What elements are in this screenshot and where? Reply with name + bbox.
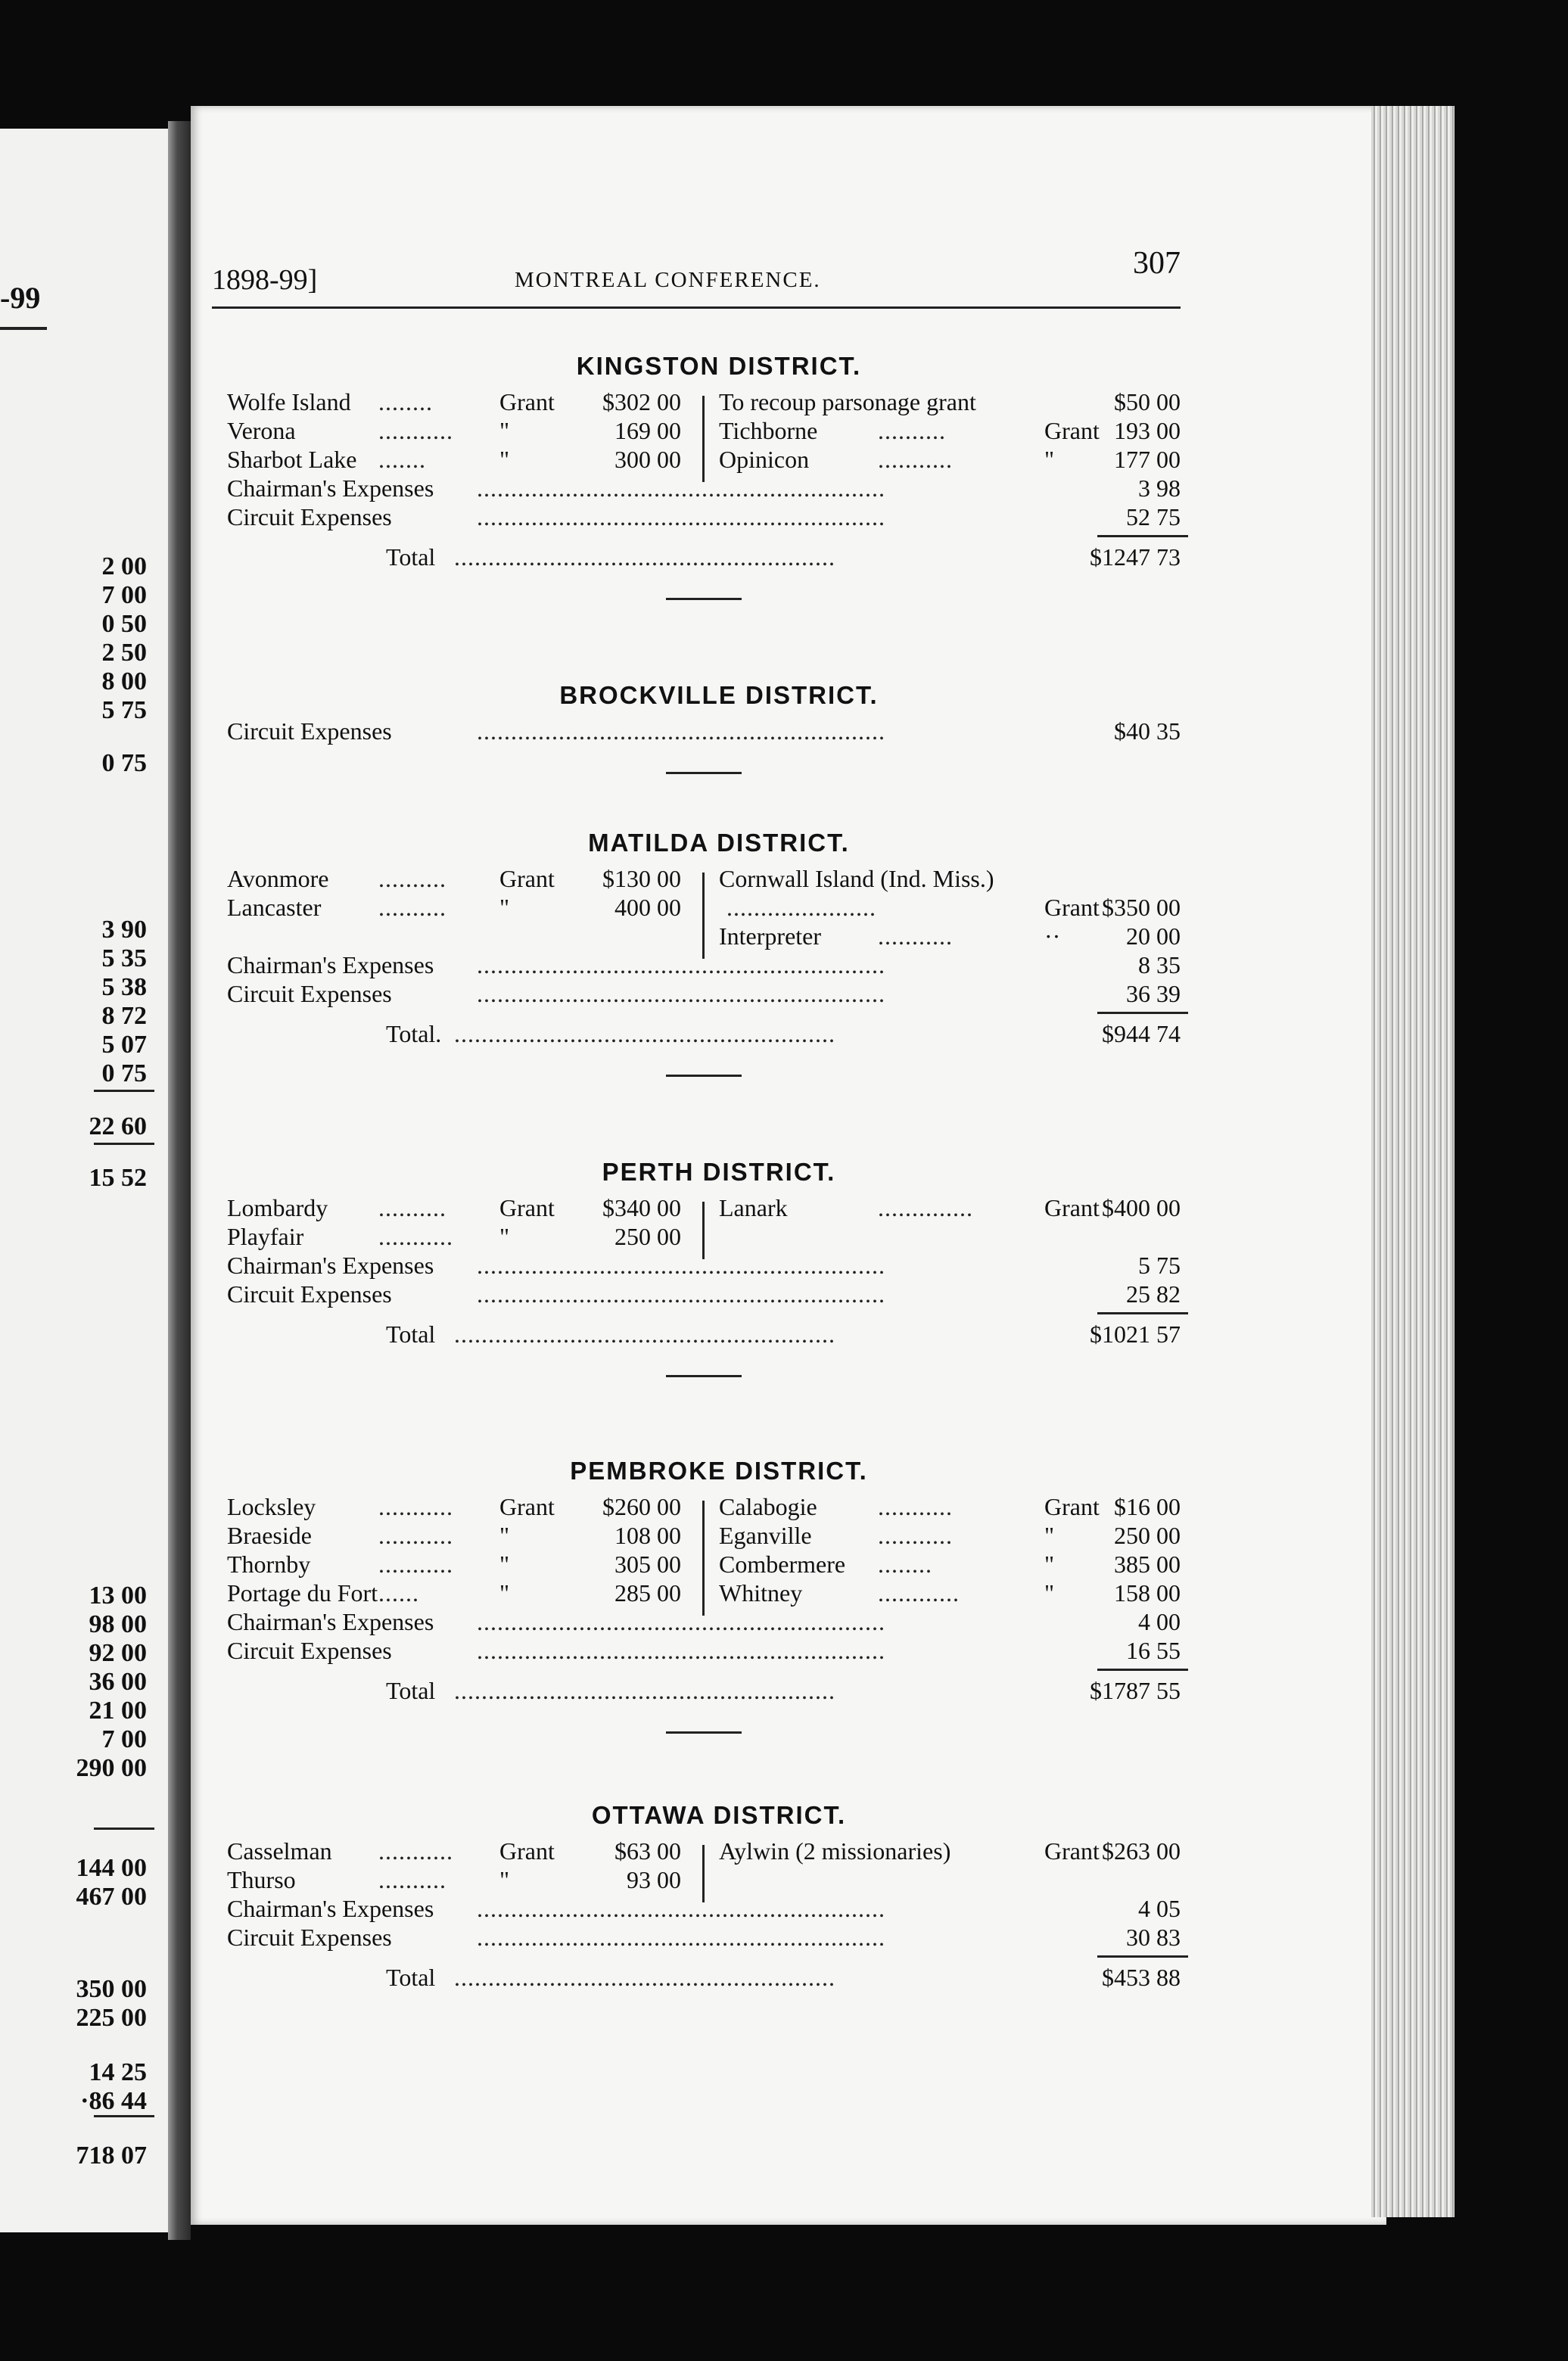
district-divider [666, 772, 742, 774]
grant-row [227, 1866, 1211, 1895]
previous-page-amount: 5 38 [101, 973, 147, 1001]
grant-amount: 385 00 [1114, 1551, 1181, 1578]
expense-row [227, 1924, 1211, 1952]
grant-amount: 158 00 [1114, 1579, 1181, 1607]
grant-amount: $302 00 [602, 388, 681, 415]
grant-name: Opinicon [719, 446, 810, 473]
previous-page-amount: 718 07 [76, 2142, 147, 2170]
page-edges [1371, 106, 1454, 2217]
district-title: PEMBROKE DISTRICT. [570, 1457, 868, 1485]
district-section [227, 681, 1211, 774]
expense-row [227, 951, 1211, 980]
leader-dots: ............................................................ [477, 1252, 885, 1279]
previous-page-amount: 22 60 [89, 1112, 147, 1140]
grant-kind: Grant [499, 1837, 555, 1865]
leader-dots: ............................................................ [477, 717, 885, 745]
leader-dots: ............................................................ [477, 1895, 885, 1922]
leader-dots: .......... [378, 894, 446, 921]
total-amount: $1021 57 [1090, 1320, 1181, 1348]
district-divider [666, 598, 742, 600]
expense-amount: 3 98 [1138, 474, 1181, 502]
expense-amount: 16 55 [1126, 1637, 1181, 1664]
previous-page-amount: 467 00 [76, 1883, 147, 1911]
previous-page-amount: ·86 44 [80, 2087, 147, 2115]
previous-page-fragment [0, 129, 173, 2232]
grant-row [227, 1493, 1211, 1522]
leader-dots: ...................... [726, 894, 876, 921]
grant-amount: 285 00 [614, 1579, 681, 1607]
sum-rule [1097, 535, 1188, 537]
grant-name: Eganville [719, 1522, 812, 1549]
expense-amount: $40 35 [1114, 717, 1181, 745]
district-divider [666, 1731, 742, 1734]
expense-row [227, 717, 1211, 746]
grant-kind: " [499, 1522, 510, 1549]
total-row [227, 1677, 1211, 1706]
expense-name: Circuit Expenses [227, 503, 392, 530]
sum-rule [1097, 1955, 1188, 1958]
grant-row [227, 1551, 1211, 1579]
grant-kind: " [1044, 446, 1055, 473]
header-title: MONTREAL CONFERENCE. [515, 268, 821, 292]
leader-dots: ........................................................ [454, 543, 835, 571]
previous-page-amount: 98 00 [89, 1610, 147, 1638]
expense-row [227, 474, 1211, 503]
grant-kind: " [1044, 1522, 1055, 1549]
previous-page-amount: 0 75 [101, 1059, 147, 1087]
grant-name: Calabogie [719, 1493, 817, 1520]
leader-dots: ............................................................ [477, 1637, 885, 1664]
district-divider [666, 1375, 742, 1377]
leader-dots: ............................................................ [477, 980, 885, 1007]
expense-amount: 25 82 [1126, 1280, 1181, 1308]
grant-name: Sharbot Lake [227, 446, 357, 473]
grant-row [227, 1522, 1211, 1551]
leader-dots: ............ [878, 1579, 960, 1607]
leader-dots: ........... [378, 1223, 453, 1250]
leader-dots: ............................................................ [477, 474, 885, 502]
grant-amount: $16 00 [1114, 1493, 1181, 1520]
previous-page-rule [0, 327, 47, 330]
grant-amount: 177 00 [1114, 446, 1181, 473]
grant-amount: 300 00 [614, 446, 681, 473]
page-number: 307 [1133, 246, 1181, 281]
leader-dots: .......... [378, 865, 446, 892]
previous-page-sum-rule [94, 1090, 154, 1092]
leader-dots: ............................................................ [477, 1280, 885, 1308]
grant-name: Lombardy [227, 1194, 328, 1221]
leader-dots: ........... [878, 446, 953, 473]
column-separator [702, 873, 705, 959]
grant-name: Thornby [227, 1551, 311, 1578]
column-separator [702, 1501, 705, 1616]
grant-amount: 305 00 [614, 1551, 681, 1578]
previous-page-amount: 8 72 [101, 1002, 147, 1030]
grant-row [227, 417, 1211, 446]
previous-page-amount: 21 00 [89, 1697, 147, 1725]
previous-page-amount: 225 00 [76, 2004, 147, 2032]
grant-name: Lancaster [227, 894, 322, 921]
leader-dots: ....... [378, 446, 426, 473]
district-title: OTTAWA DISTRICT. [591, 1801, 847, 1829]
previous-page-amount: 2 50 [101, 639, 147, 667]
grant-name: Locksley [227, 1493, 316, 1520]
leader-dots: ........... [378, 1551, 453, 1578]
leader-dots: ........... [878, 922, 953, 950]
previous-page-amount: 0 50 [101, 610, 147, 638]
total-label: Total. [386, 1020, 442, 1047]
expense-name: Circuit Expenses [227, 1280, 392, 1308]
leader-dots: ............................................................ [477, 1924, 885, 1951]
leader-dots: .......... [378, 1866, 446, 1893]
grant-amount: $263 00 [1102, 1837, 1181, 1865]
grant-amount: $340 00 [602, 1194, 681, 1221]
grant-name: Combermere [719, 1551, 846, 1578]
grant-row [227, 388, 1211, 417]
total-amount: $453 88 [1102, 1964, 1181, 1991]
grant-name: Lanark [719, 1194, 788, 1221]
total-amount: $1247 73 [1090, 543, 1181, 571]
grant-kind: " [499, 894, 510, 921]
total-row [227, 543, 1211, 572]
sum-rule [1097, 1669, 1188, 1671]
leader-dots: ........ [378, 388, 433, 415]
grant-name: Thurso [227, 1866, 296, 1893]
previous-page-amount: 2 00 [101, 552, 147, 580]
leader-dots: ............................................................ [477, 951, 885, 978]
grant-amount: 108 00 [614, 1522, 681, 1549]
previous-page-amount: 92 00 [89, 1639, 147, 1667]
grant-name: Cornwall Island (Ind. Miss.) [719, 865, 994, 892]
grant-row [227, 1194, 1211, 1223]
grant-name: Interpreter [719, 922, 822, 950]
total-label: Total [386, 1677, 436, 1704]
leader-dots: ........................................................ [454, 1020, 835, 1047]
previous-page-sum-rule [94, 1828, 154, 1830]
grant-row [227, 1579, 1211, 1608]
leader-dots: ............................................................ [477, 1608, 885, 1635]
grant-kind: Grant [1044, 894, 1100, 921]
grant-kind: Grant [499, 388, 555, 415]
grant-kind: " [499, 1223, 510, 1250]
expense-amount: 52 75 [1126, 503, 1181, 530]
grant-row [227, 922, 1211, 951]
previous-page-amount: 144 00 [76, 1854, 147, 1882]
expense-name: Chairman's Expenses [227, 1895, 434, 1922]
grant-kind: Grant [1044, 1837, 1100, 1865]
sum-rule [1097, 1012, 1188, 1014]
grant-kind: " [1044, 1551, 1055, 1578]
district-section [227, 1457, 1211, 1734]
grant-name: Playfair [227, 1223, 304, 1250]
expense-name: Chairman's Expenses [227, 1608, 434, 1635]
district-divider [666, 1075, 742, 1077]
previous-page-amount: 36 00 [89, 1668, 147, 1696]
previous-page-sum-rule [94, 1143, 154, 1145]
total-label: Total [386, 543, 436, 571]
expense-row [227, 980, 1211, 1009]
previous-page-amount: 5 75 [101, 696, 147, 724]
expense-amount: 4 05 [1138, 1895, 1181, 1922]
grant-kind: " [499, 417, 510, 444]
running-header [212, 242, 1181, 295]
grant-kind: " [499, 1579, 510, 1607]
previous-page-amount: 290 00 [76, 1754, 147, 1782]
grant-name: To recoup parsonage grant [719, 388, 976, 415]
grant-row [227, 1223, 1211, 1252]
leader-dots: ........... [878, 1493, 953, 1520]
grant-name: Verona [227, 417, 296, 444]
header-rule [212, 306, 1181, 309]
total-row [227, 1320, 1211, 1349]
previous-page-sum-rule [94, 2115, 154, 2117]
sum-rule [1097, 1312, 1188, 1314]
total-row [227, 1964, 1211, 1992]
grant-amount: $130 00 [602, 865, 681, 892]
grant-kind: Grant [499, 1493, 555, 1520]
expense-row [227, 503, 1211, 532]
leader-dots: ........... [378, 1522, 453, 1549]
grant-amount: $350 00 [1102, 894, 1181, 921]
grant-kind: Grant [499, 865, 555, 892]
previous-page-amount: 7 00 [101, 581, 147, 609]
previous-page-amount: 15 52 [89, 1164, 147, 1192]
grant-name: Wolfe Island [227, 388, 351, 415]
expense-name: Circuit Expenses [227, 1637, 392, 1664]
district-section [227, 1801, 1211, 1992]
grant-amount: 169 00 [614, 417, 681, 444]
grant-amount: $63 00 [614, 1837, 681, 1865]
grant-amount: $50 00 [1114, 388, 1181, 415]
expense-amount: 36 39 [1126, 980, 1181, 1007]
expense-amount: 5 75 [1138, 1252, 1181, 1279]
grant-kind: Grant [1044, 1493, 1100, 1520]
district-section [227, 1158, 1211, 1377]
previous-page-amount: 8 00 [101, 667, 147, 695]
previous-page-amount: 5 35 [101, 944, 147, 972]
leader-dots: ........................................................ [454, 1320, 835, 1348]
grant-name: Braeside [227, 1522, 312, 1549]
grant-amount: 400 00 [614, 894, 681, 921]
leader-dots: ........... [378, 1837, 453, 1865]
expense-row [227, 1895, 1211, 1924]
leader-dots: ........... [378, 417, 453, 444]
previous-page-amount: 7 00 [101, 1725, 147, 1753]
grant-row [227, 446, 1211, 474]
grant-amount: $400 00 [1102, 1194, 1181, 1221]
grant-name: Casselman [227, 1837, 332, 1865]
previous-page-amount: 13 00 [89, 1582, 147, 1610]
grant-kind: Grant [1044, 417, 1100, 444]
leader-dots: ........................................................ [454, 1677, 835, 1704]
leader-dots: .......... [378, 1194, 446, 1221]
leader-dots: ........................................................ [454, 1964, 835, 1991]
column-separator [702, 1845, 705, 1902]
expense-row [227, 1280, 1211, 1309]
grant-kind: " [1044, 1579, 1055, 1607]
district-title: KINGSTON DISTRICT. [576, 352, 862, 380]
grant-name: Whitney [719, 1579, 803, 1607]
grant-kind: Grant [499, 1194, 555, 1221]
expense-name: Circuit Expenses [227, 717, 392, 745]
leader-dots: ........... [378, 1493, 453, 1520]
column-separator [702, 396, 705, 482]
expense-name: Chairman's Expenses [227, 1252, 434, 1279]
grant-row [227, 894, 1211, 922]
grant-amount: $260 00 [602, 1493, 681, 1520]
grant-kind: " [499, 1866, 510, 1893]
grant-amount: 93 00 [627, 1866, 681, 1893]
previous-page-amount: 0 75 [101, 749, 147, 777]
total-label: Total [386, 1320, 436, 1348]
district-section [227, 352, 1211, 600]
grant-name: Tichborne [719, 417, 818, 444]
expense-amount: 30 83 [1126, 1924, 1181, 1951]
leader-dots: ........ [878, 1551, 932, 1578]
grant-amount: 250 00 [1114, 1522, 1181, 1549]
grant-row [227, 1837, 1211, 1866]
leader-dots: ............................................................ [477, 503, 885, 530]
expense-name: Circuit Expenses [227, 980, 392, 1007]
expense-row [227, 1608, 1211, 1637]
previous-page-header: -99 [0, 281, 41, 315]
total-label: Total [386, 1964, 436, 1991]
leader-dots: .......... [878, 417, 946, 444]
column-separator [702, 1202, 705, 1259]
leader-dots: ...... [378, 1579, 419, 1607]
grant-name: Avonmore [227, 865, 329, 892]
previous-page-amount: 3 90 [101, 916, 147, 944]
grant-amount: 193 00 [1114, 417, 1181, 444]
district-title: BROCKVILLE DISTRICT. [559, 681, 879, 709]
grant-kind: ·· [1044, 922, 1061, 950]
district-section [227, 829, 1211, 1077]
total-row [227, 1020, 1211, 1049]
previous-page-amount: 5 07 [101, 1031, 147, 1059]
grant-amount: 20 00 [1126, 922, 1181, 950]
header-year: 1898-99] [212, 264, 318, 296]
grant-kind: " [499, 446, 510, 473]
grant-row [227, 865, 1211, 894]
grant-amount: 250 00 [614, 1223, 681, 1250]
grant-name: Aylwin (2 missionaries) [719, 1837, 951, 1865]
grant-kind: " [499, 1551, 510, 1578]
book-gutter [168, 121, 191, 2240]
total-amount: $1787 55 [1090, 1677, 1181, 1704]
district-title: PERTH DISTRICT. [602, 1158, 836, 1186]
leader-dots: ........... [878, 1522, 953, 1549]
expense-amount: 4 00 [1138, 1608, 1181, 1635]
previous-page-amount: 350 00 [76, 1975, 147, 2003]
expense-name: Chairman's Expenses [227, 474, 434, 502]
grant-name: Portage du Fort [227, 1579, 378, 1607]
previous-page-amount: 14 25 [89, 2058, 147, 2086]
grant-kind: Grant [1044, 1194, 1100, 1221]
total-amount: $944 74 [1102, 1020, 1181, 1047]
expense-name: Chairman's Expenses [227, 951, 434, 978]
expense-row [227, 1252, 1211, 1280]
expense-amount: 8 35 [1138, 951, 1181, 978]
leader-dots: .............. [878, 1194, 973, 1221]
district-title: MATILDA DISTRICT. [588, 829, 850, 857]
expense-row [227, 1637, 1211, 1666]
expense-name: Circuit Expenses [227, 1924, 392, 1951]
